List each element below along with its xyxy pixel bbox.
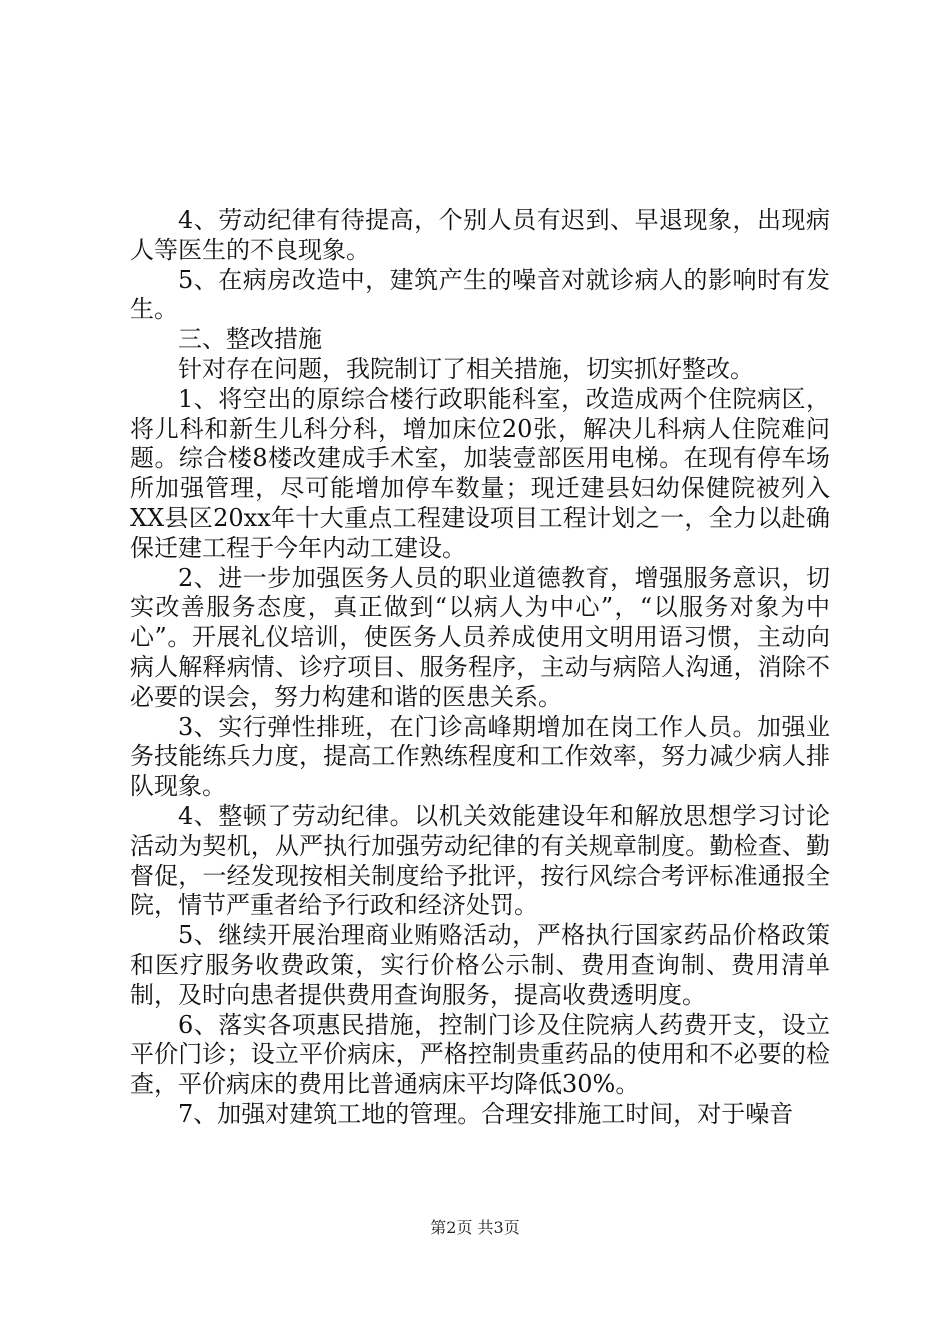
paragraph-measure-3: 3、实行弹性排班，在门诊高峰期增加在岗工作人员。加强业务技能练兵力度，提高工作熟练程度和工作效率，努力减少病人排队现象。 xyxy=(130,712,830,801)
document-body xyxy=(130,206,830,1130)
paragraph-measure-4: 4、整顿了劳动纪律。以机关效能建设年和解放思想学习讨论活动为契机，从严执行加强劳动纪律的有关规章制度。勤检查、勤督促，一经发现按相关制度给予批评，按行风综合考评标准通报全院，情节严重者给予行政和经济处罚。 xyxy=(130,801,830,920)
paragraph-discipline-issue: 4、劳动纪律有待提高，个别人员有迟到、早退现象，出现病人等医生的不良现象。 xyxy=(130,206,830,264)
paragraph-measure-6: 6、落实各项惠民措施，控制门诊及住院病人药费开支，设立平价门诊；设立平价病床，严格控制贵重药品的使用和不必要的检查，平价病床的费用比普通病床平均降低30%。 xyxy=(130,1010,830,1099)
paragraph-measure-1: 1、将空出的原综合楼行政职能科室，改造成两个住院病区，将儿科和新生儿科分科，增加床位20张，解决儿科病人住院难问题。综合楼8楼改建成手术室，加装壹部医用电梯。在现有停车场所加强管理，尽可能增加停车数量；现迁建县妇幼保健院被列入XX县区20xx年十大重点工程建设项目工程计划之一，全力以赴确保迁建工程于今年内动工建设。 xyxy=(130,384,830,562)
paragraph-noise-issue: 5、在病房改造中，建筑产生的噪音对就诊病人的影响时有发生。 xyxy=(130,265,830,324)
paragraph-measure-2: 2、进一步加强医务人员的职业道德教育，增强服务意识，切实改善服务态度，真正做到“以病人为中心”，“以服务对象为中心”。开展礼仪培训，使医务人员养成使用文明用语习惯，主动向病人解释病情、诊疗项目、服务程序，主动与病陪人沟通，消除不必要的误会，努力构建和谐的医患关系。 xyxy=(130,563,830,711)
paragraph-measures-intro: 针对存在问题，我院制订了相关措施，切实抓好整改。 xyxy=(178,354,754,383)
page-footer: 第2页 共3页 xyxy=(430,1218,520,1237)
paragraph-measure-7: 7、加强对建筑工地的管理。合理安排施工时间，对于噪音 xyxy=(178,1099,794,1128)
paragraph-measure-5: 5、继续开展治理商业贿赂活动，严格执行国家药品价格政策和医疗服务收费政策，实行价格公示制、费用查询制、费用清单制，及时向患者提供费用查询服务，提高收费透明度。 xyxy=(130,921,830,1009)
section-heading-measures: 三、整改措施 xyxy=(178,325,322,354)
